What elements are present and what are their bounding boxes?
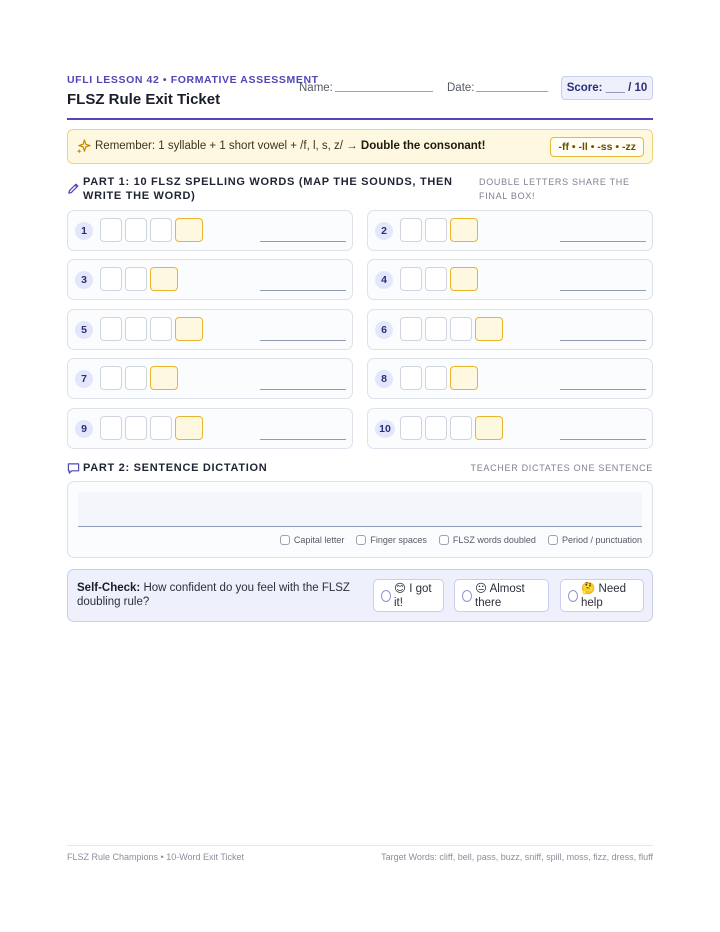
sound-box[interactable] xyxy=(125,218,147,242)
final-sound-box[interactable] xyxy=(150,366,178,390)
sound-boxes xyxy=(400,317,503,341)
word-card-10 xyxy=(367,408,653,449)
word-writing-line[interactable] xyxy=(260,340,346,341)
sound-box[interactable] xyxy=(425,416,447,440)
sound-boxes xyxy=(400,218,478,242)
sound-box[interactable] xyxy=(400,267,422,291)
word-writing-line[interactable] xyxy=(260,439,346,440)
speech-bubble-icon xyxy=(67,462,80,475)
checklist-item-spaces[interactable]: Finger spaces xyxy=(356,535,427,545)
word-writing-line[interactable] xyxy=(560,439,646,440)
pencil-icon xyxy=(67,182,80,195)
final-sound-box[interactable] xyxy=(175,218,203,242)
date-field[interactable] xyxy=(476,91,548,92)
word-number-badge: 6 xyxy=(375,321,393,339)
date-label: Date: xyxy=(447,82,475,94)
word-card-7 xyxy=(67,358,353,399)
sound-boxes xyxy=(400,416,503,440)
sound-box[interactable] xyxy=(450,317,472,341)
word-writing-line[interactable] xyxy=(260,241,346,242)
sound-box[interactable] xyxy=(125,366,147,390)
sound-box[interactable] xyxy=(100,218,122,242)
word-writing-line[interactable] xyxy=(260,389,346,390)
word-number-badge: 4 xyxy=(375,271,393,289)
final-sound-box[interactable] xyxy=(450,366,478,390)
sound-boxes xyxy=(100,416,203,440)
radio-button[interactable] xyxy=(568,590,578,602)
header xyxy=(67,72,653,118)
part1-heading xyxy=(67,175,653,205)
word-number-badge: 2 xyxy=(375,222,393,240)
word-card-6 xyxy=(367,309,653,350)
checkbox[interactable] xyxy=(280,535,290,545)
name-field[interactable] xyxy=(335,91,433,92)
final-sound-box[interactable] xyxy=(475,317,503,341)
sound-box[interactable] xyxy=(150,317,172,341)
option-almost-there[interactable]: 😐 Almost there xyxy=(454,579,549,612)
name-label: Name: xyxy=(299,82,333,94)
sound-box[interactable] xyxy=(400,317,422,341)
endings-badge: -ff • -ll • -ss • -zz xyxy=(550,137,644,157)
reminder-emphasis: Double the consonant! xyxy=(360,140,486,152)
final-sound-box[interactable] xyxy=(175,416,203,440)
page-title: FLSZ Rule Exit Ticket xyxy=(67,91,221,108)
smile-emoji-icon: 😊 xyxy=(394,583,406,595)
exit-ticket-page xyxy=(67,0,653,932)
sound-box[interactable] xyxy=(125,317,147,341)
word-writing-line[interactable] xyxy=(560,290,646,291)
option-got-it[interactable]: 😊 I got it! xyxy=(373,579,444,612)
word-number-badge: 1 xyxy=(75,222,93,240)
final-sound-box[interactable] xyxy=(175,317,203,341)
sound-boxes xyxy=(100,317,203,341)
sound-box[interactable] xyxy=(400,366,422,390)
word-card-2 xyxy=(367,210,653,251)
option-need-help[interactable]: 🤔 Need help xyxy=(560,579,644,612)
sound-box[interactable] xyxy=(400,416,422,440)
part1-title: PART 1: 10 FLSZ SPELLING WORDS (MAP THE SOUNDS, THEN WRITE THE WORD) xyxy=(83,176,453,202)
header-divider xyxy=(67,118,653,120)
word-card-4 xyxy=(367,259,653,300)
word-card-8 xyxy=(367,358,653,399)
final-sound-box[interactable] xyxy=(150,267,178,291)
sound-boxes xyxy=(100,218,203,242)
word-writing-line[interactable] xyxy=(560,241,646,242)
checkbox[interactable] xyxy=(548,535,558,545)
sound-box[interactable] xyxy=(425,366,447,390)
radio-button[interactable] xyxy=(381,590,391,602)
sound-box[interactable] xyxy=(425,317,447,341)
reminder-text xyxy=(95,140,485,152)
footer-left: FLSZ Rule Champions • 10-Word Exit Ticket xyxy=(67,852,245,862)
part1-note: DOUBLE LETTERS SHARE THE FINAL BOX! xyxy=(479,177,630,201)
sound-box[interactable] xyxy=(150,416,172,440)
sound-box[interactable] xyxy=(400,218,422,242)
part2-title: PART 2: SENTENCE DICTATION xyxy=(83,462,268,474)
word-number-badge: 9 xyxy=(75,420,93,438)
sound-box[interactable] xyxy=(100,317,122,341)
sound-boxes xyxy=(400,267,478,291)
word-card-5 xyxy=(67,309,353,350)
word-card-9 xyxy=(67,408,353,449)
footer-divider xyxy=(67,845,653,846)
checkbox[interactable] xyxy=(356,535,366,545)
dictation-writing-line[interactable] xyxy=(78,492,642,527)
checklist-item-capital[interactable]: Capital letter xyxy=(280,535,345,545)
sound-box[interactable] xyxy=(100,267,122,291)
checklist-item-doubled[interactable]: FLSZ words doubled xyxy=(439,535,536,545)
part2-note: TEACHER DICTATES ONE SENTENCE xyxy=(470,463,653,473)
final-sound-box[interactable] xyxy=(475,416,503,440)
footer-right: Target Words: cliff, bell, pass, buzz, sniff, spill, moss, fizz, dress, fluff xyxy=(381,852,653,862)
word-number-badge: 8 xyxy=(375,370,393,388)
sound-box[interactable] xyxy=(100,416,122,440)
checkbox[interactable] xyxy=(439,535,449,545)
radio-button[interactable] xyxy=(462,590,472,602)
sound-box[interactable] xyxy=(425,218,447,242)
reminder-prefix: Remember: 1 syllable + 1 short vowel + /f, l, s, z/ → xyxy=(95,140,361,152)
word-card-1 xyxy=(67,210,353,251)
sound-box[interactable] xyxy=(125,416,147,440)
word-writing-line[interactable] xyxy=(560,340,646,341)
sound-boxes xyxy=(400,366,478,390)
checklist-item-punctuation[interactable]: Period / punctuation xyxy=(548,535,642,545)
sound-box[interactable] xyxy=(125,267,147,291)
word-number-badge: 5 xyxy=(75,321,93,339)
sound-box[interactable] xyxy=(150,218,172,242)
lesson-label: UFLI LESSON 42 • FORMATIVE ASSESSMENT xyxy=(67,74,319,86)
final-sound-box[interactable] xyxy=(450,218,478,242)
score-box: Score: ___ / 10 xyxy=(561,76,653,100)
thinking-emoji-icon: 🤔 xyxy=(581,583,596,595)
word-writing-line[interactable] xyxy=(260,290,346,291)
word-number-badge: 10 xyxy=(375,420,395,438)
part2-heading xyxy=(67,461,653,475)
word-number-badge: 7 xyxy=(75,370,93,388)
word-number-badge: 3 xyxy=(75,271,93,289)
word-card-3 xyxy=(67,259,353,300)
word-writing-line[interactable] xyxy=(560,389,646,390)
self-check-question: Self-Check: How confident do you feel with the FLSZ doubling rule? xyxy=(77,582,350,608)
sound-box[interactable] xyxy=(100,366,122,390)
dictation-checklist xyxy=(280,535,642,545)
sound-boxes xyxy=(100,267,178,291)
sparkle-icon xyxy=(76,139,91,154)
sound-boxes xyxy=(100,366,178,390)
dictation-box xyxy=(67,481,653,558)
final-sound-box[interactable] xyxy=(450,267,478,291)
neutral-emoji-icon: 😐 xyxy=(475,583,487,595)
sound-box[interactable] xyxy=(425,267,447,291)
reminder-banner xyxy=(67,129,653,164)
self-check-box xyxy=(67,569,653,622)
sound-box[interactable] xyxy=(450,416,472,440)
